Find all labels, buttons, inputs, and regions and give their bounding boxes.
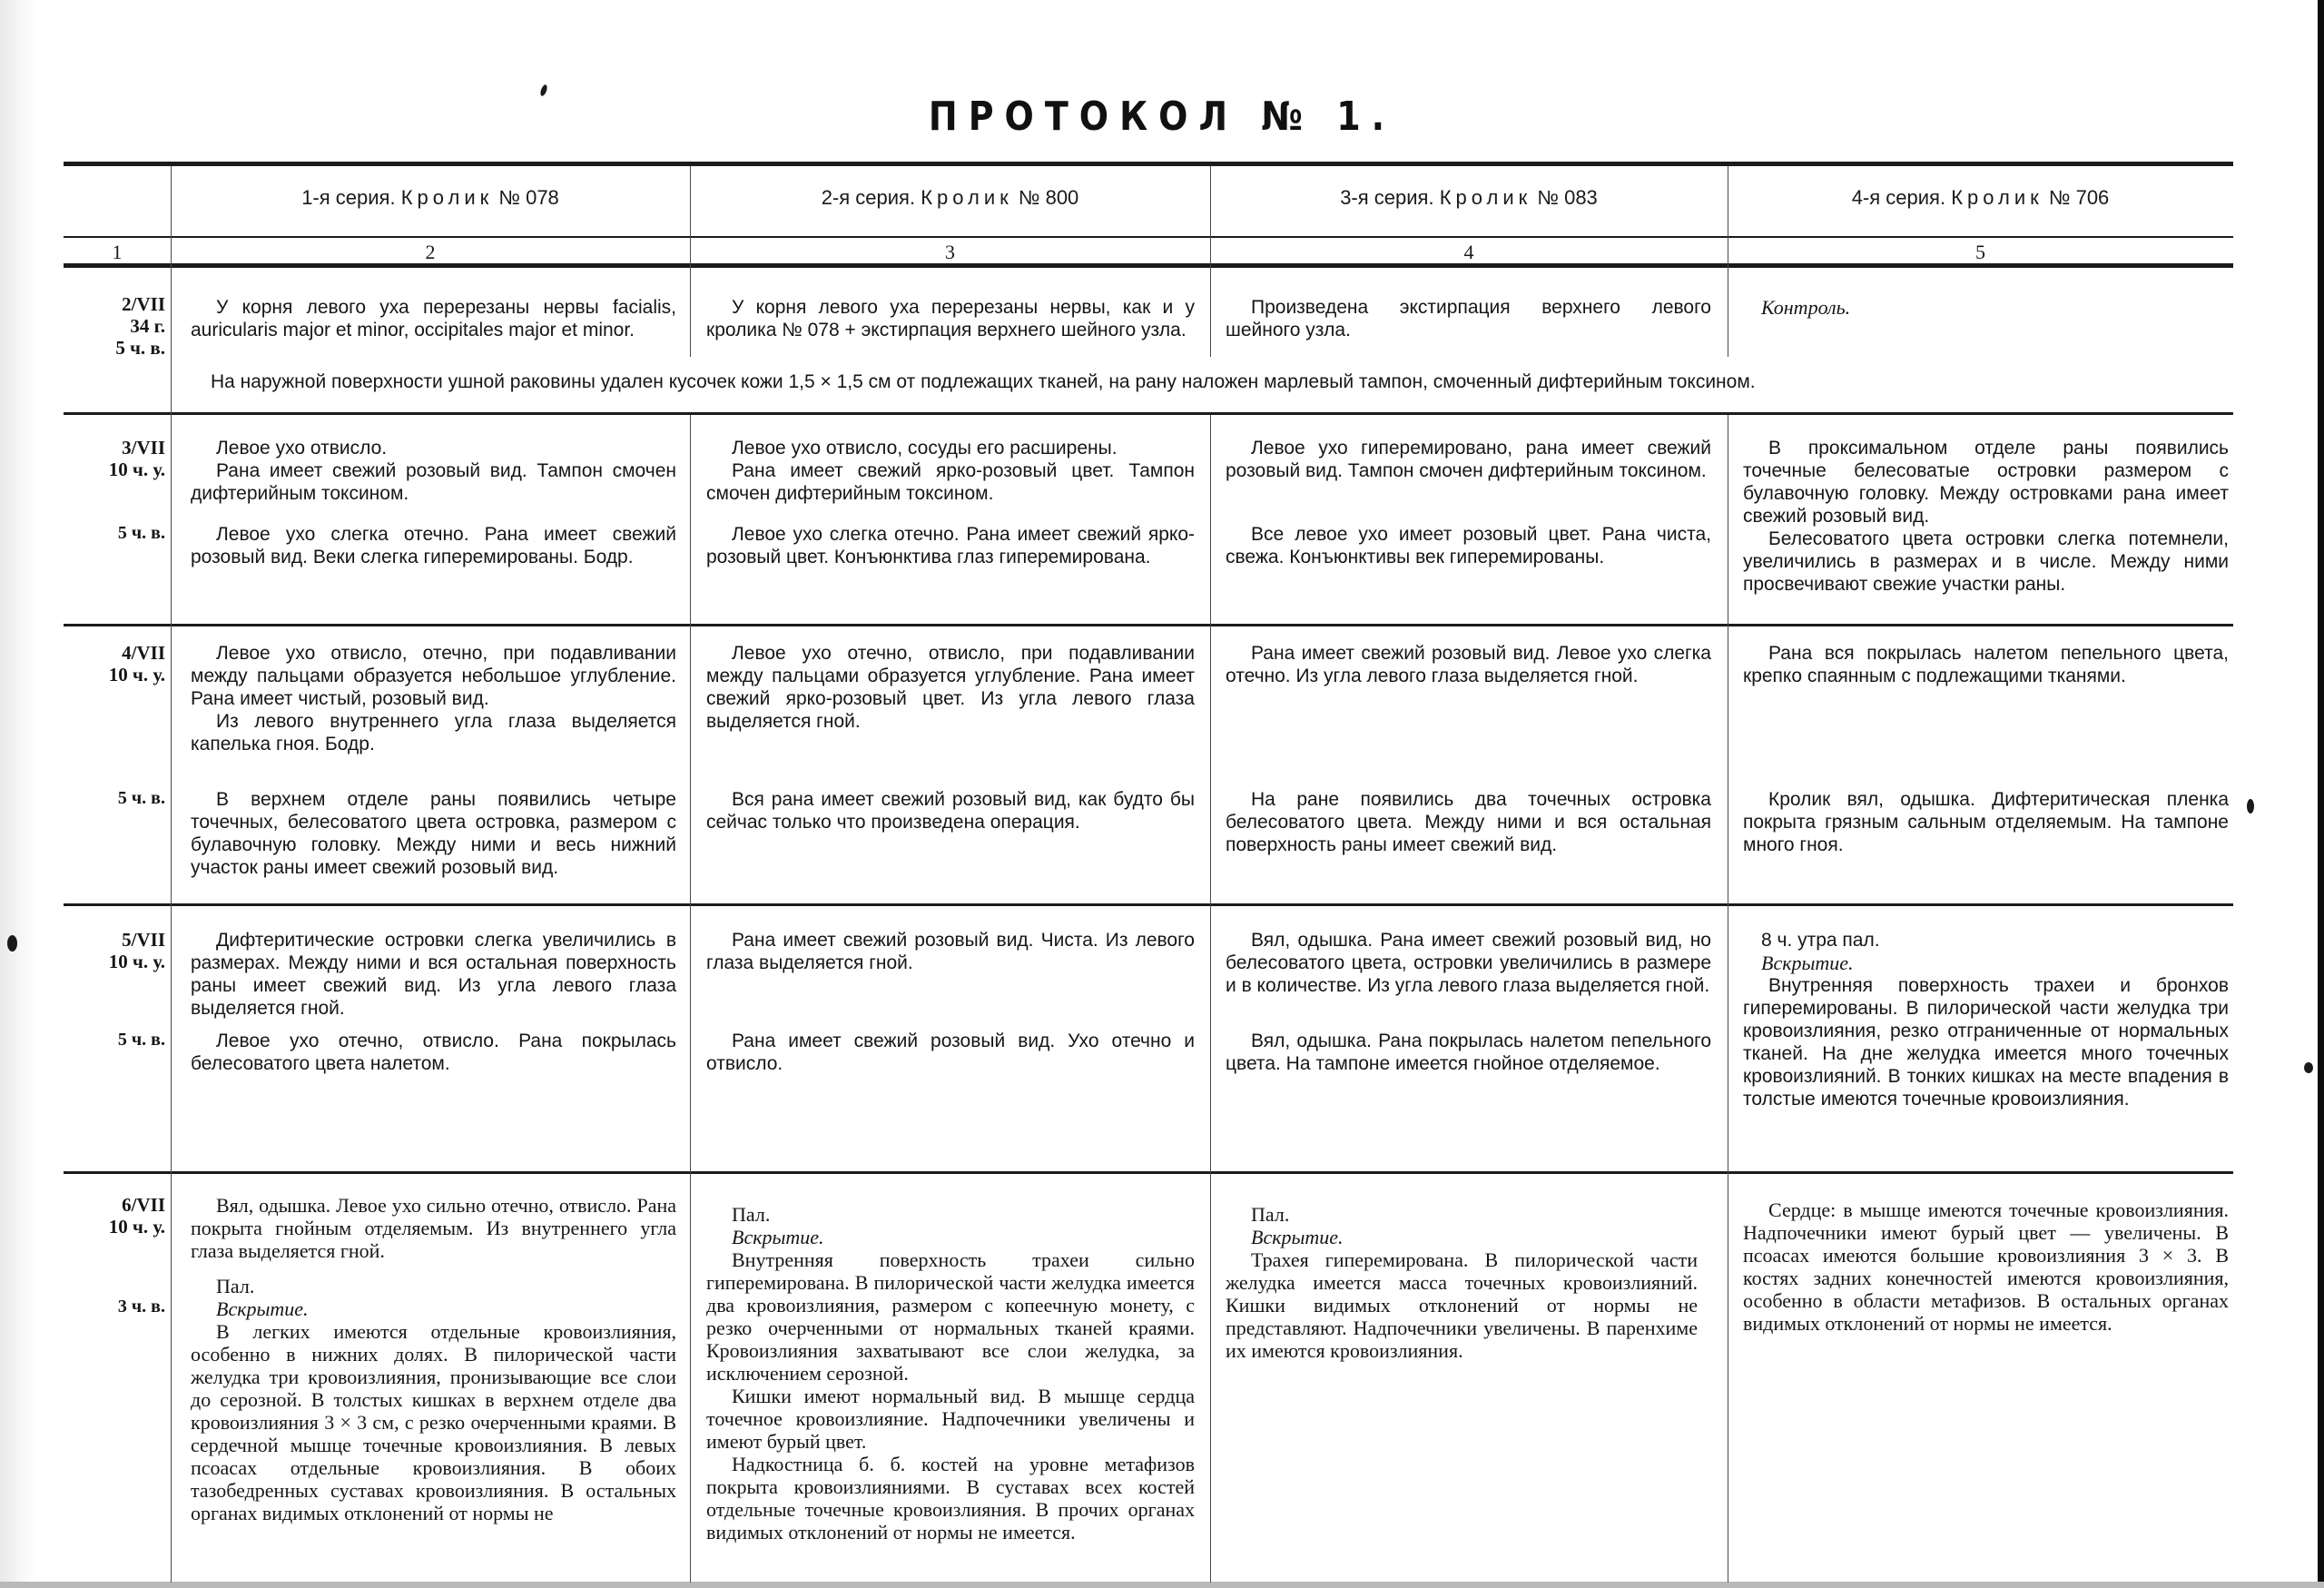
rabbit-label: Кролик: [1439, 186, 1532, 209]
column-header-series-1: [171, 186, 690, 210]
cell-series-2: [706, 1030, 1195, 1075]
ink-speck: [7, 935, 17, 952]
cell-series-3: [1226, 1194, 1698, 1362]
cell-series-2: [706, 788, 1195, 833]
cell-series-1: [191, 929, 676, 1020]
ink-speck: [2247, 799, 2254, 814]
cell-paragraph: Левое ухо отвисло, отечно, при подавливании между пальцами образуется небольшое углубление. Рана имеет чистый, розовый вид.: [191, 643, 676, 709]
column-number: 2: [425, 241, 436, 263]
column-number: 4: [1463, 241, 1474, 263]
cell-paragraph: Кишки имеют нормальный вид. В мышце сердца точечное кровоизлияние. Надпочечники увеличены и имеют бурый цвет.: [706, 1385, 1195, 1453]
cell-paragraph: Рана имеет свежий розовый вид. Левое ухо слегка отечно. Из угла левого глаза выделяется гной.: [1226, 643, 1711, 686]
autopsy-heading: Вскрытие.: [1761, 952, 1854, 974]
series-label: 4-я серия.: [1851, 186, 1946, 209]
column-header-series-3: [1210, 186, 1728, 210]
cell-series-4: [1743, 1198, 2229, 1335]
cell-paragraph: Левое ухо отвисло.: [216, 438, 388, 459]
rabbit-number: № 083: [1537, 186, 1598, 209]
cell-paragraph: Левое ухо отечно, отвисло. Рана покрылась белесоватого цвета налетом.: [191, 1031, 676, 1074]
date-label: 6/VII: [122, 1194, 165, 1216]
column-number: 5: [1975, 241, 1985, 263]
series-label: 3-я серия.: [1340, 186, 1434, 209]
time-label: 5 ч. в.: [115, 337, 165, 359]
cell-series-3: [1226, 642, 1711, 687]
rabbit-number: № 078: [498, 186, 559, 209]
cell-series-3: [1226, 1030, 1711, 1075]
cell-series-4: [1743, 296, 2215, 319]
date-label: 2/VII: [122, 293, 165, 315]
cell-series-2: [706, 296, 1195, 341]
cell-series-3: [1226, 296, 1711, 341]
cell-paragraph: У корня левого уха перерезаны нервы facialis, auricularis major et minor, occipitales major et minor.: [191, 297, 676, 340]
cell-paragraph: Белесоватого цвета островки слегка потемнели, увеличились в размерах и в числе. Между ними просвечивают свежие участки раны.: [1743, 528, 2229, 595]
time-label: 10 ч. у.: [108, 664, 165, 686]
time-label: 3 ч. в.: [117, 1297, 165, 1317]
series-label: 1-я серия.: [301, 186, 396, 209]
column-rule: [690, 415, 691, 1583]
cell-paragraph: Вся рана имеет свежий розовый вид, как будто бы сейчас только что произведена операция.: [706, 789, 1195, 833]
time-label: 10 ч. у.: [108, 1216, 165, 1238]
cell-series-4: [1743, 437, 2229, 596]
cell-series-3: [1226, 929, 1711, 997]
row-note: На наружной поверхности ушной раковины удален кусочек кожи 1,5 × 1,5 см от подлежащих тканей, на рану наложен марлевый тампон, смоченный дифтерийным токсином.: [211, 371, 1756, 392]
year-label: 34 г.: [130, 315, 165, 337]
cell-paragraph: Рана имеет свежий розовый вид. Чиста. Из левого глаза выделяется гной.: [706, 930, 1195, 973]
series-label: 2-я серия.: [821, 186, 916, 209]
time-label: 10 ч. у.: [108, 951, 165, 972]
death-note: Пал.: [732, 1203, 771, 1226]
column-header-series-4: [1728, 186, 2233, 210]
cell-paragraph: Произведена экстирпация верхнего левого шейного узла.: [1226, 297, 1711, 340]
cell-paragraph: Вял, одышка. Рана покрылась налетом пепельного цвета. На тампоне имеется гнойное отделяемое.: [1226, 1031, 1711, 1074]
autopsy-heading: Вскрытие.: [1251, 1226, 1344, 1248]
row-date: [64, 293, 165, 359]
row-rule: [64, 1171, 2233, 1174]
death-note: 8 ч. утра пал.: [1761, 930, 1880, 951]
cell-paragraph: Вял, одышка. Левое ухо сильно отечно, отвисло. Рана покрыта гнойным отделяемым. Из внутреннего угла глаза выделяется гной.: [191, 1194, 676, 1262]
cell-series-1: [191, 642, 676, 755]
cell-paragraph: Рана имеет свежий розовый вид. Тампон смочен дифтерийным токсином.: [191, 460, 676, 504]
cell-paragraph: Внутренняя поверхность трахеи сильно гиперемирована. В пилорической части желудка имеется два кровоизлияния, размером с копеечную монету, с резко очерченными от нормальных тканей краями. Кровоизлияния захватывают все слои желудка, за исключением серозной.: [706, 1248, 1195, 1385]
cell-series-2: [706, 929, 1195, 974]
cell-series-2: [706, 523, 1195, 568]
column-rule: [1210, 415, 1211, 1583]
cell-paragraph: Левое ухо гиперемировано, рана имеет свежий розовый вид. Тампон смочен дифтерийным токсином.: [1226, 438, 1711, 481]
time-label: 5 ч. в.: [117, 1030, 165, 1050]
cell-series-2: [706, 437, 1195, 505]
cell-paragraph: Левое ухо отечно, отвисло, при подавливании между пальцами образуется углубление. Рана имеет свежий ярко-розовый цвет. Из угла левого глаза выделяется гной.: [706, 643, 1195, 732]
time-label: 5 ч. в.: [117, 788, 165, 808]
scan-edge-left: [0, 0, 36, 1588]
time-label: 10 ч. у.: [108, 459, 165, 480]
time-label: 5 ч. в.: [117, 523, 165, 543]
cell-paragraph: Левое ухо отвисло, сосуды его расширены.: [732, 438, 1118, 459]
cell-series-1: [191, 1030, 676, 1075]
cell-series-4: [1743, 642, 2229, 687]
date-label: 3/VII: [122, 437, 165, 459]
cell-paragraph: В проксимальном отделе раны появились точечные белесоватые островки размером с булавочную головку. Между островками рана имеет свежий розовый вид.: [1743, 438, 2229, 527]
rabbit-number: № 800: [1018, 186, 1079, 209]
autopsy-heading: Вскрытие.: [732, 1226, 824, 1248]
cell-paragraph: Кролик вял, одышка. Дифтеритическая пленка покрыта грязным сальным отделяемым. На тампоне много гноя.: [1743, 789, 2229, 855]
cell-series-1: [191, 296, 676, 341]
date-label: 5/VII: [122, 929, 165, 951]
cell-paragraph: Сердце: в мышце имеются точечные кровоизлияния. Надпочечники имеют бурый цвет — увеличены. В псоасах имеются большие кровоизлияния 3 × 3. В костях задних конечностей имеются кровоизлияния, особенно в области метафизов. В остальных органах видимых отклонений от нормы не имеется.: [1743, 1198, 2229, 1335]
rabbit-label: Кролик: [400, 186, 494, 209]
rabbit-number: № 706: [2048, 186, 2110, 209]
cell-paragraph: Из левого внутреннего угла глаза выделяется капелька гноя. Бодр.: [191, 711, 676, 755]
cell-paragraph: Надкостница б. б. костей на уровне метафизов покрыта кровоизлияниями. В суставах всех костей отдельные точечные кровоизлияния. В прочих органах видимых отклонений от нормы не имеется.: [706, 1453, 1195, 1544]
cell-paragraph: Левое ухо слегка отечно. Рана имеет свежий ярко-розовый цвет. Конъюнктива глаз гиперемирована.: [706, 524, 1195, 567]
cell-series-1: [191, 437, 676, 505]
death-note: Пал.: [216, 1275, 255, 1297]
row-date: [64, 1194, 165, 1238]
cell-series-3: [1226, 788, 1711, 856]
column-header-series-2: [690, 186, 1210, 210]
document-title: ПРОТОКОЛ № 1.: [928, 93, 1396, 140]
cell-series-1: [191, 1194, 676, 1524]
ink-speck: [2304, 1062, 2313, 1073]
death-note: Пал.: [1251, 1203, 1290, 1226]
scan-edge-bottom: [0, 1582, 2324, 1588]
autopsy-heading: Вскрытие.: [216, 1297, 309, 1320]
row-rule: [64, 624, 2233, 626]
rabbit-label: Кролик: [1951, 186, 2043, 209]
cell-paragraph: Трахея гиперемирована. В пилорической части желудка имеется масса точечных кровоизлияний. Кишки видимых отклонений от нормы не представляют. Надпочечники увеличены. В паренхиме их имеются кровоизлияния.: [1226, 1248, 1698, 1362]
cell-series-4: [1743, 788, 2229, 856]
cell-paragraph: Все левое ухо имеет розовый цвет. Рана чиста, свежа. Конъюнктивы век гиперемированы.: [1226, 524, 1711, 567]
cell-paragraph: Вял, одышка. Рана имеет свежий розовый вид, но белесоватого цвета, островки увеличились в размере и в количестве. Из угла левого глаза выделяется гной.: [1226, 930, 1711, 996]
cell-series-4: [1743, 929, 2229, 1110]
cell-series-3: [1226, 437, 1711, 482]
cell-paragraph: Дифтеритические островки слегка увеличились в размерах. Между ними и вся остальная поверхность раны имеет свежий вид. Из угла левого глаза выделяется гной.: [191, 930, 676, 1019]
scan-edge-right: [2318, 0, 2324, 1588]
cell-series-1: [191, 523, 676, 568]
cell-series-1: [191, 788, 676, 879]
row-rule: [64, 903, 2233, 906]
column-number: 1: [112, 241, 123, 263]
row-date: [64, 642, 165, 686]
date-label: 4/VII: [122, 642, 165, 664]
cell-paragraph: Рана имеет свежий ярко-розовый цвет. Тампон смочен дифтерийным токсином.: [706, 460, 1195, 504]
column-rule: [171, 166, 172, 1583]
cell-paragraph: В верхнем отделе раны появились четыре точечных, белесоватого цвета островка, размером с булавочную головку. Между ними и весь нижний участок раны имеет свежий розовый вид.: [191, 789, 676, 878]
column-number: 3: [945, 241, 955, 263]
cell-series-2: [706, 1194, 1195, 1544]
cell-paragraph: Рана имеет свежий розовый вид. Ухо отечно и отвисло.: [706, 1031, 1195, 1074]
row-rule: [64, 412, 2233, 415]
cell-paragraph: Рана вся покрылась налетом пепельного цвета, крепко спаянным с подлежащими тканями.: [1743, 643, 2229, 686]
cell-paragraph: На ране появились два точечных островка белесоватого цвета. Между ними и вся остальная поверхность раны имеет свежий вид.: [1226, 789, 1711, 855]
control-label: Контроль.: [1761, 296, 1851, 319]
table-top-rule: [64, 162, 2233, 166]
header-rule: [64, 236, 2233, 238]
cell-series-3: [1226, 523, 1711, 568]
rabbit-label: Кролик: [921, 186, 1013, 209]
row-date: [64, 929, 165, 972]
row-date: [64, 437, 165, 480]
cell-paragraph: У корня левого уха перерезаны нервы, как и у кролика № 078 + экстирпация верхнего шейного узла.: [706, 297, 1195, 340]
cell-paragraph: Левое ухо слегка отечно. Рана имеет свежий розовый вид. Веки слегка гиперемированы. Бодр.: [191, 524, 676, 567]
cell-paragraph: Внутренняя поверхность трахеи и бронхов гиперемированы. В пилорической части желудка три кровоизлияния, резко отграниченные от нормальных тканей. На дне желудка имеется много точечных кровоизлияний. В тонких кишках на месте впадения в толстые имеются точечные кровоизлияния.: [1743, 975, 2229, 1110]
cell-paragraph: В легких имеются отдельные кровоизлияния, особенно в нижних долях. В пилорической части желудка три кровоизлияния, пронизывающие все слои до серозной. В толстых кишках в верхнем отделе два кровоизлияния 3 × 3 см, с резко очерченными краями. В сердечной мышце точечные кровоизлияния. В левых псоасах отдельные кровоизлияния. В обоих тазобедренных суставах кровоизлияния. В остальных органах видимых отклонений от нормы не: [191, 1320, 676, 1524]
cell-series-2: [706, 642, 1195, 733]
